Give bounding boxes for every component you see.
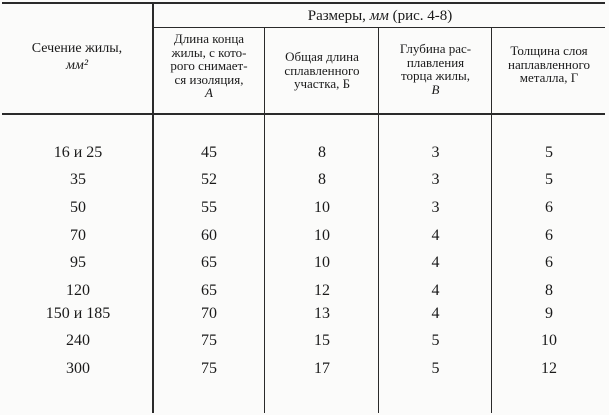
length-b-cell: 17 — [314, 360, 330, 377]
column-divider — [264, 28, 265, 413]
length-a-cell: 65 — [201, 282, 217, 299]
depth-v-cell: 4 — [431, 282, 440, 299]
length-a-cell: 45 — [201, 144, 217, 161]
depth-v-cell: 4 — [431, 227, 440, 244]
thickness-g-cell: 12 — [541, 360, 557, 377]
thickness-g-cell: 6 — [545, 254, 553, 271]
length-b-cell: 10 — [314, 254, 330, 271]
length-column-header: Длина конца жилы, с кото- рого снимает- ся изоляция, А — [170, 31, 248, 100]
section-cell: 240 — [66, 332, 90, 349]
length-a-cell: 65 — [201, 254, 217, 271]
length-b-cell: 8 — [318, 144, 326, 161]
depth-v-cell: 5 — [431, 360, 440, 377]
thickness-g-cell: 5 — [545, 144, 553, 161]
depth-v-cell: 5 — [431, 332, 440, 349]
section-cell: 50 — [70, 199, 86, 216]
header-bottom-rule — [2, 113, 605, 115]
depth-v-cell: 3 — [431, 199, 440, 216]
section-column-header: Сечение жилы, мм² — [31, 41, 123, 73]
column-divider — [378, 28, 379, 413]
length-b-cell: 10 — [314, 199, 330, 216]
thickness-g-cell: 6 — [545, 227, 553, 244]
length-b-cell: 13 — [314, 305, 330, 322]
length-a-cell: 52 — [201, 171, 217, 188]
length-a-cell: 70 — [201, 305, 217, 322]
length-a-cell: 75 — [201, 360, 217, 377]
depth-v-cell: 3 — [431, 144, 440, 161]
fused-length-column-header: Общая длина сплавленного участка, Б — [284, 49, 360, 91]
dimensions-header: Размеры, мм (рис. 4-8) — [307, 8, 453, 24]
thickness-g-cell: 6 — [545, 199, 553, 216]
thickness-g-cell: 9 — [545, 305, 553, 322]
section-cell: 95 — [70, 254, 86, 271]
thickness-g-cell: 8 — [545, 282, 553, 299]
depth-v-cell: 4 — [431, 305, 440, 322]
depth-v-cell: 3 — [431, 171, 440, 188]
melt-depth-column-header: Глубина рас- плавления торца жилы, В — [399, 41, 472, 97]
section-cell: 150 и 185 — [45, 305, 111, 322]
section-cell: 70 — [70, 227, 86, 244]
section-cell: 120 — [66, 282, 90, 299]
length-a-cell: 75 — [201, 332, 217, 349]
layer-thickness-column-header: Толщина слоя наплавленного металла, Г — [508, 43, 590, 85]
length-b-cell: 8 — [318, 171, 326, 188]
thickness-g-cell: 5 — [545, 171, 553, 188]
thickness-g-cell: 10 — [541, 332, 557, 349]
column-divider — [491, 28, 492, 413]
length-b-cell: 12 — [314, 282, 330, 299]
section-cell: 35 — [70, 171, 86, 188]
section-cell: 300 — [66, 360, 90, 377]
length-b-cell: 15 — [314, 332, 330, 349]
depth-v-cell: 4 — [431, 254, 440, 271]
length-a-cell: 55 — [201, 199, 217, 216]
section-cell: 16 и 25 — [53, 144, 103, 161]
length-b-cell: 10 — [314, 227, 330, 244]
table-top-rule — [2, 2, 605, 4]
length-a-cell: 60 — [201, 227, 217, 244]
